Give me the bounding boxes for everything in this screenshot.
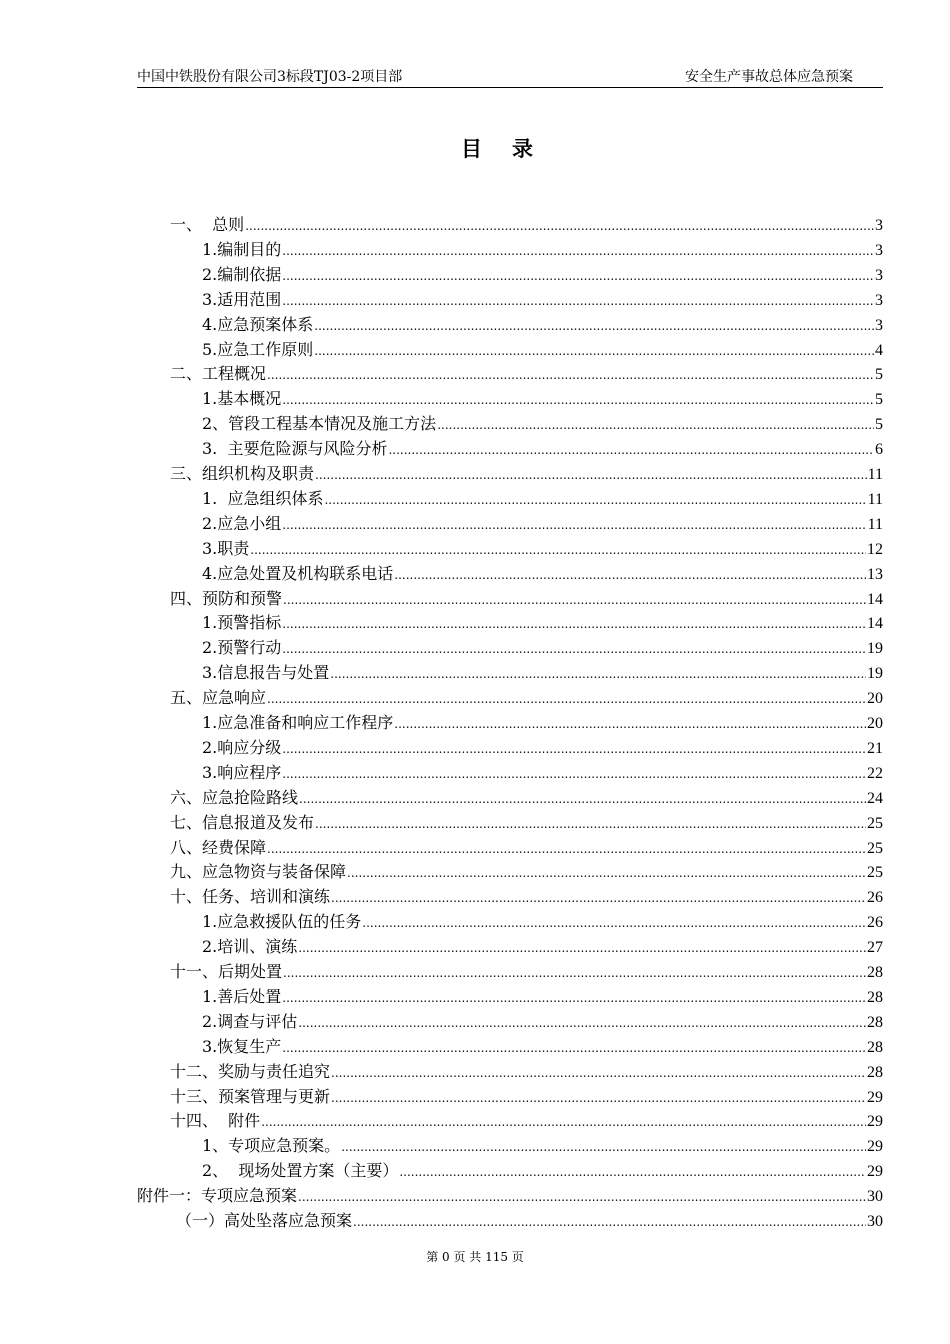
toc-leader-dots: [282, 239, 874, 264]
toc-leader-dots: [282, 762, 866, 787]
toc-leader-dots: [261, 1110, 866, 1135]
toc-entry-page: 28: [867, 1038, 883, 1056]
toc-leader-dots: [341, 1135, 866, 1160]
toc-entry-page: 19: [867, 665, 883, 683]
toc-entry[interactable]: [202, 1009, 883, 1034]
toc-leader-dots: [315, 463, 867, 488]
toc-entry-page: 26: [867, 914, 883, 932]
toc-entry-label: 3.适用范围: [202, 289, 282, 309]
toc-entry-label: 十一、后期处置: [170, 962, 283, 981]
toc-entry[interactable]: [170, 361, 883, 386]
toc-entry[interactable]: [202, 909, 883, 934]
toc-entry-page: 20: [867, 690, 883, 708]
toc-entry-label: 五、应急响应: [170, 688, 267, 708]
toc-entry-page: 24: [867, 789, 883, 807]
toc-entry-page: 3: [875, 217, 883, 234]
toc-leader-dots: [314, 314, 874, 339]
toc-entry-page: 25: [867, 864, 883, 882]
toc-leader-dots: [282, 612, 866, 637]
toc-entry-label: 1.预警指标: [202, 613, 282, 633]
toc-entry-label: 4.应急处置及机构联系电话: [202, 563, 394, 583]
toc-entry-label: 附件一：专项应急预案: [137, 1186, 298, 1206]
toc-entry-page: 25: [867, 839, 883, 857]
toc-leader-dots: [282, 264, 874, 289]
toc-entry-page: 28: [867, 988, 883, 1006]
toc-entry[interactable]: [170, 810, 883, 835]
toc-entry-page: 28: [867, 964, 883, 981]
toc-entry-page: 12: [867, 540, 883, 558]
toc-entry[interactable]: [202, 511, 883, 536]
toc-entry-page: 29: [867, 1138, 883, 1156]
toc-leader-dots: [394, 563, 866, 588]
toc-entry[interactable]: [170, 1084, 883, 1109]
toc-entry-label: 2.编制依据: [202, 264, 282, 284]
toc-entry[interactable]: [170, 859, 883, 884]
toc-leader-dots: [399, 1160, 866, 1185]
toc-entry-page: 26: [867, 889, 883, 907]
toc-leader-dots: [315, 812, 866, 837]
toc-leader-dots: [347, 861, 866, 886]
toc-leader-dots: [331, 1086, 866, 1111]
toc-entry-page: 3: [875, 241, 883, 259]
toc-entry-label: 九、应急物资与装备保障: [170, 862, 347, 882]
toc-entry[interactable]: [170, 1108, 883, 1133]
toc-leader-dots: [250, 538, 866, 563]
toc-entry-label: 1.基本概况: [202, 389, 282, 409]
toc-entry[interactable]: [202, 1158, 883, 1183]
header-right: 安全生产事故总体应急预案: [685, 69, 853, 85]
toc-entry-label: 2.预警行动: [202, 638, 282, 658]
toc-entry[interactable]: [202, 561, 883, 586]
toc-entry-label: 5.应急工作原则: [202, 339, 314, 359]
toc-entry-page: 14: [867, 590, 883, 608]
toc-entry[interactable]: [202, 536, 883, 561]
toc-entry[interactable]: [202, 436, 883, 461]
toc-entry-page: 5: [875, 366, 883, 384]
toc-entry[interactable]: [202, 1133, 883, 1158]
toc-entry-label: 3.职责: [202, 538, 250, 558]
toc-entry[interactable]: [170, 1059, 883, 1084]
toc-entry-label: 1.应急救援队伍的任务: [202, 912, 362, 932]
toc-entry[interactable]: [202, 486, 883, 511]
toc-entry[interactable]: [202, 337, 883, 362]
toc-entry[interactable]: [170, 685, 883, 710]
toc-entry-label: 十四、 附件: [170, 1111, 261, 1131]
toc-entry-page: 25: [867, 814, 883, 832]
toc-entry-label: （一）高处坠落应急预案: [176, 1211, 353, 1230]
toc-leader-dots: [298, 936, 866, 961]
toc-entry[interactable]: [176, 1208, 883, 1233]
toc-entry[interactable]: [170, 835, 883, 860]
toc-entry[interactable]: [202, 237, 883, 262]
toc-title: [0, 133, 950, 163]
toc-entry-page: 30: [867, 1188, 883, 1206]
page-header: [137, 67, 883, 88]
toc-entry[interactable]: [170, 212, 883, 237]
toc-entry-label: 一、 总则: [170, 215, 245, 234]
toc-entry[interactable]: [202, 934, 883, 959]
toc-leader-dots: [353, 1210, 866, 1235]
toc-entry-page: 5: [875, 391, 883, 409]
toc-entry-page: 13: [867, 565, 883, 583]
toc-entry-label: 七、信息报道及发布: [170, 812, 315, 832]
toc-entry[interactable]: [202, 760, 883, 785]
toc-entry-label: 十三、预案管理与更新: [170, 1086, 331, 1106]
toc-leader-dots: [282, 513, 866, 538]
toc-leader-dots: [299, 787, 866, 812]
toc-leader-dots: [282, 737, 866, 762]
toc-entry[interactable]: [202, 735, 883, 760]
toc-entry-label: 3.信息报告与处置: [202, 663, 330, 683]
toc-leader-dots: [282, 637, 866, 662]
toc-entry-page: 5: [875, 416, 883, 434]
toc-leader-dots: [394, 712, 866, 737]
toc-entry-label: 4.应急预案体系: [202, 314, 314, 334]
toc-entry[interactable]: [202, 1034, 883, 1059]
toc-entry-label: 1、专项应急预案。: [202, 1136, 341, 1156]
toc-entry[interactable]: [202, 411, 883, 436]
toc-entry-page: 6: [875, 441, 883, 459]
toc-entry-label: 十二、奖励与责任追究: [170, 1061, 331, 1081]
toc-entry-label: 二、工程概况: [170, 364, 267, 384]
toc-entry[interactable]: [170, 586, 883, 611]
page-footer: 第 0 页 共 115 页: [426, 1250, 524, 1264]
toc-entry-page: 14: [867, 615, 883, 633]
toc-entry-page: 4: [875, 341, 883, 359]
toc-leader-dots: [282, 388, 874, 413]
toc-leader-dots: [283, 588, 866, 613]
toc-entry-page: 20: [867, 715, 883, 732]
toc-leader-dots: [330, 662, 866, 687]
toc-entry-label: 1.编制目的: [202, 239, 282, 259]
toc-entry[interactable]: [202, 660, 883, 685]
toc-entry-label: 2.应急小组: [202, 513, 282, 533]
toc-leader-dots: [437, 413, 874, 438]
toc-entry-label: 六、应急抢险路线: [170, 787, 299, 807]
toc-entry[interactable]: [202, 984, 883, 1009]
toc-leader-dots: [324, 488, 866, 513]
header-left: 中国中铁股份有限公司3标段TJ03-2项目部: [137, 69, 403, 85]
toc-entry[interactable]: [170, 785, 883, 810]
toc-leader-dots: [298, 1185, 866, 1210]
toc-entry-label: 2.调查与评估: [202, 1011, 298, 1031]
toc-entry-page: 30: [867, 1213, 883, 1230]
toc-entry-page: 3: [875, 266, 883, 284]
toc-leader-dots: [245, 214, 874, 239]
toc-leader-dots: [282, 986, 866, 1011]
toc-entry-label: 1.善后处置: [202, 986, 282, 1006]
toc-entry[interactable]: [137, 1183, 883, 1208]
toc-entry-page: 3: [875, 316, 883, 334]
toc-leader-dots: [283, 961, 866, 986]
toc-entry[interactable]: [202, 262, 883, 287]
toc-entry-label: 1.应急准备和响应工作程序: [202, 713, 394, 732]
toc-leader-dots: [362, 911, 866, 936]
toc-entry-label: 2.培训、演练: [202, 937, 298, 957]
toc-entry-label: 3.恢复生产: [202, 1036, 282, 1056]
toc-entry-page: 11: [867, 490, 883, 508]
toc-entry-page: 11: [867, 466, 883, 483]
toc-entry[interactable]: [202, 635, 883, 660]
toc-entry-page: 22: [867, 764, 883, 782]
toc-entry[interactable]: [170, 959, 883, 984]
toc-entry[interactable]: [202, 710, 883, 735]
toc-entry-page: 29: [867, 1088, 883, 1106]
toc-entry-page: 11: [867, 515, 883, 533]
toc-entry-label: 八、经费保障: [170, 837, 267, 857]
toc-leader-dots: [314, 339, 874, 364]
toc-entry-label: 四、预防和预警: [170, 588, 283, 608]
toc-entry[interactable]: [202, 610, 883, 635]
toc-leader-dots: [331, 1061, 866, 1086]
toc-entry[interactable]: [170, 461, 883, 486]
toc-entry-page: 29: [867, 1113, 883, 1131]
toc-entry-label: 十、任务、培训和演练: [170, 887, 331, 907]
toc-entry[interactable]: [202, 312, 883, 337]
toc-entry-label: 2、管段工程基本情况及施工方法: [202, 414, 437, 434]
toc-entry-label: 三、组织机构及职责: [170, 464, 315, 483]
toc-entry-label: 2、 现场处置方案（主要）: [202, 1161, 399, 1181]
toc-entry-label: 3. 主要危险源与风险分析: [202, 439, 388, 459]
toc-title-text: 目录: [461, 136, 563, 161]
toc-leader-dots: [282, 1036, 866, 1061]
toc-leader-dots: [267, 837, 866, 862]
toc-entry[interactable]: [202, 287, 883, 312]
toc-leader-dots: [298, 1011, 866, 1036]
toc-entry-label: 1. 应急组织体系: [202, 488, 324, 508]
toc-entry-page: 3: [875, 291, 883, 309]
toc-leader-dots: [388, 438, 874, 463]
toc-entry-page: 28: [867, 1013, 883, 1031]
toc-leader-dots: [331, 886, 866, 911]
toc-entry-page: 28: [867, 1063, 883, 1081]
toc-entry[interactable]: [170, 884, 883, 909]
toc-leader-dots: [267, 687, 866, 712]
toc-entry-page: 19: [867, 640, 883, 658]
toc-entry-label: 3.响应程序: [202, 762, 282, 782]
toc-entry-page: 29: [867, 1163, 883, 1181]
toc-leader-dots: [267, 363, 874, 388]
toc-entry-label: 2.响应分级: [202, 737, 282, 757]
toc-entry-page: 27: [867, 939, 883, 957]
toc-entry[interactable]: [202, 386, 883, 411]
toc-entry-page: 21: [867, 739, 883, 757]
toc-leader-dots: [282, 289, 874, 314]
